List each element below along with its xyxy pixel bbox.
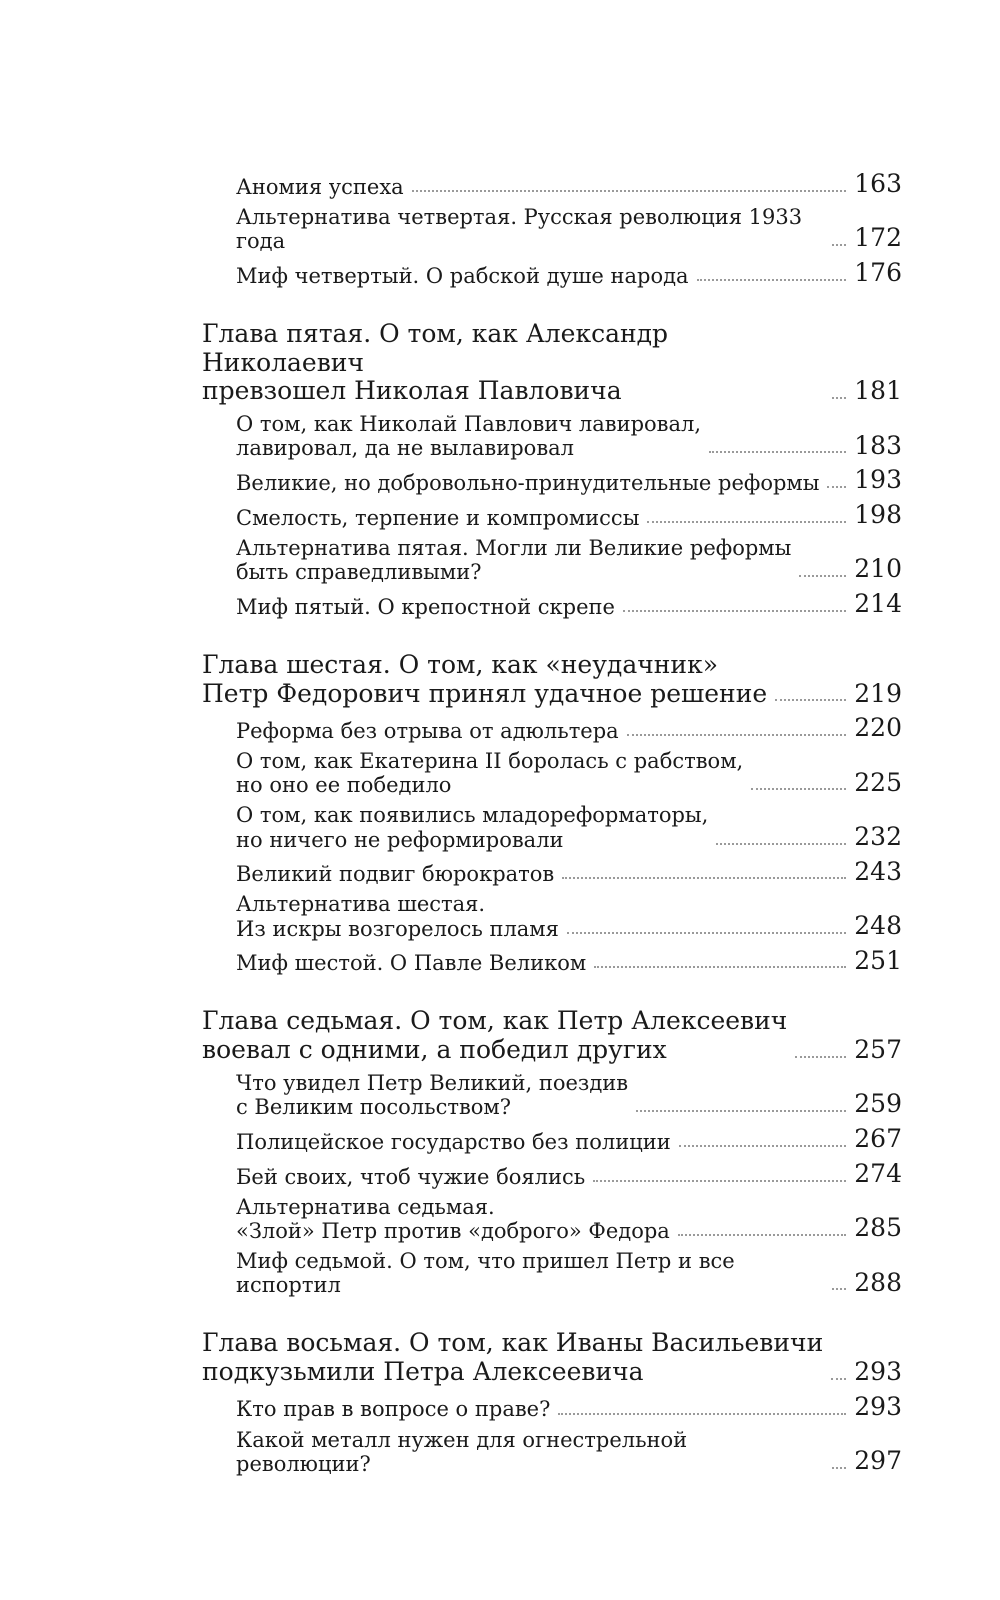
toc-entry[interactable] (202, 1125, 902, 1154)
toc-page-number: 243 (854, 856, 902, 886)
table-of-contents (202, 170, 902, 1482)
dot-leader (593, 1179, 846, 1182)
dot-leader (751, 787, 846, 790)
toc-entry-title: О том, как появились младореформаторы, но ничего не реформировали (236, 803, 709, 852)
toc-chapter-7[interactable] (202, 1007, 902, 1065)
dot-leader (795, 1055, 846, 1058)
toc-page-number: 267 (854, 1124, 902, 1154)
toc-entry-title: Альтернатива седьмая. «Злой» Петр против «доброго» Федора (236, 1194, 670, 1243)
toc-entry[interactable] (202, 501, 902, 530)
toc-entry-title: Миф шестой. О Павле Великом (236, 951, 587, 976)
toc-entry[interactable] (202, 1249, 902, 1297)
toc-entry[interactable] (202, 412, 902, 460)
toc-entry-title: О том, как Екатерина II боролась с рабством, но оно ее победило (236, 749, 744, 798)
toc-entry[interactable] (202, 858, 902, 887)
toc-chapter-5[interactable] (202, 320, 902, 406)
toc-entry-title: Великий подвиг бюрократов (236, 862, 555, 887)
toc-page-number: 225 (854, 767, 902, 797)
toc-entry[interactable] (202, 1071, 902, 1119)
dot-leader (832, 396, 846, 399)
dot-leader (567, 931, 846, 934)
toc-entry[interactable] (202, 259, 902, 288)
toc-entry-title: Полицейское государство без полиции (236, 1129, 671, 1154)
dot-leader (832, 1287, 846, 1290)
dot-leader (709, 450, 846, 453)
toc-entry[interactable] (202, 714, 902, 743)
toc-entry-title: О том, как Николай Павлович лавировал, лавировал, да не вылавировал (236, 412, 702, 461)
toc-entry[interactable] (202, 590, 902, 619)
dot-leader (558, 1412, 846, 1415)
toc-entry[interactable] (202, 803, 902, 851)
toc-entry[interactable] (202, 1393, 902, 1422)
toc-page-number: 210 (854, 554, 902, 584)
toc-page-number: 248 (854, 910, 902, 940)
dot-leader (827, 485, 846, 488)
toc-entry[interactable] (202, 947, 902, 976)
toc-entry-title: Миф пятый. О крепостной скрепе (236, 594, 615, 619)
toc-page-number: 176 (854, 258, 902, 288)
dot-leader (697, 278, 847, 281)
dot-leader (832, 243, 846, 246)
toc-entry-title: Аномия успеха (236, 174, 404, 199)
toc-chapter-8[interactable] (202, 1329, 902, 1387)
toc-entry-title: Миф седьмой. О том, что пришел Петр и все испортил (236, 1249, 735, 1298)
toc-page-number: 259 (854, 1089, 902, 1119)
dot-leader (562, 876, 846, 879)
toc-page-number: 198 (854, 500, 902, 530)
dot-leader (679, 1144, 847, 1147)
chapter-title: Глава пятая. О том, как Александр Николаевич превзошел Николая Павловича (202, 318, 669, 406)
toc-page-number: 257 (854, 1035, 902, 1065)
toc-entry[interactable] (202, 536, 902, 584)
toc-entry[interactable] (202, 1428, 902, 1476)
toc-page-number: 181 (854, 376, 902, 406)
dot-leader (647, 520, 846, 523)
toc-entry[interactable] (202, 1160, 902, 1189)
toc-entry-title: Бей своих, чтоб чужие боялись (236, 1164, 586, 1189)
dot-leader (636, 1109, 846, 1112)
toc-page-number: 274 (854, 1158, 902, 1188)
toc-entry[interactable] (202, 170, 902, 199)
toc-entry[interactable] (202, 205, 902, 253)
toc-page-number: 214 (854, 589, 902, 619)
toc-entry-title: Альтернатива четвертая. Русская революция 1933 года (236, 204, 803, 253)
toc-entry-title: Альтернатива пятая. Могли ли Великие реформы быть справедливыми? (236, 535, 792, 584)
toc-page-number: 183 (854, 430, 902, 460)
dot-leader (623, 609, 846, 612)
toc-entry[interactable] (202, 749, 902, 797)
toc-entry-title: Реформа без отрыва от адюльтера (236, 718, 619, 743)
toc-entry[interactable] (202, 466, 902, 495)
chapter-title: Глава шестая. О том, как «неудачник» Петр Федорович принял удачное решение (202, 649, 768, 708)
toc-entry[interactable] (202, 892, 902, 940)
toc-entry-title: Смелость, терпение и компромиссы (236, 505, 640, 530)
toc-page-number: 251 (854, 945, 902, 975)
toc-page-number: 163 (854, 169, 902, 198)
toc-chapter-6[interactable] (202, 651, 902, 709)
toc-entry-title: Какой металл нужен для огнестрельной революции? (236, 1427, 688, 1476)
chapter-title: Глава седьмая. О том, как Петр Алексеевич воевал с одними, а победил других (202, 1006, 788, 1065)
dot-leader (831, 1377, 846, 1380)
toc-entry-title: Кто прав в вопросе о праве? (236, 1397, 551, 1422)
dot-leader (716, 842, 846, 845)
dot-leader (799, 574, 846, 577)
dot-leader (775, 698, 846, 701)
dot-leader (832, 1466, 846, 1469)
toc-page-number: 293 (854, 1357, 902, 1387)
toc-page-number: 219 (854, 678, 902, 708)
toc-entry[interactable] (202, 1195, 902, 1243)
dot-leader (627, 733, 847, 736)
toc-page-number: 285 (854, 1213, 902, 1243)
toc-page-number: 293 (854, 1391, 902, 1421)
toc-page-number: 297 (854, 1446, 902, 1476)
dot-leader (678, 1233, 846, 1236)
toc-page-number: 193 (854, 465, 902, 495)
toc-entry-title: Альтернатива шестая. Из искры возгорелось пламя (236, 892, 559, 941)
dot-leader (412, 189, 847, 192)
toc-page-number: 288 (854, 1267, 902, 1297)
chapter-title: Глава восьмая. О том, как Иваны Васильевичи подкузьмили Петра Алексеевича (202, 1328, 824, 1387)
toc-page-number: 232 (854, 821, 902, 851)
dot-leader (594, 965, 846, 968)
toc-entry-title: Миф четвертый. О рабской душе народа (236, 263, 689, 288)
toc-entry-title: Что увидел Петр Великий, поездив с Великим посольством? (236, 1070, 629, 1120)
toc-page-number: 172 (854, 223, 902, 253)
toc-entry-title: Великие, но добровольно-принудительные реформы (236, 470, 820, 495)
toc-page-number: 220 (854, 713, 902, 743)
